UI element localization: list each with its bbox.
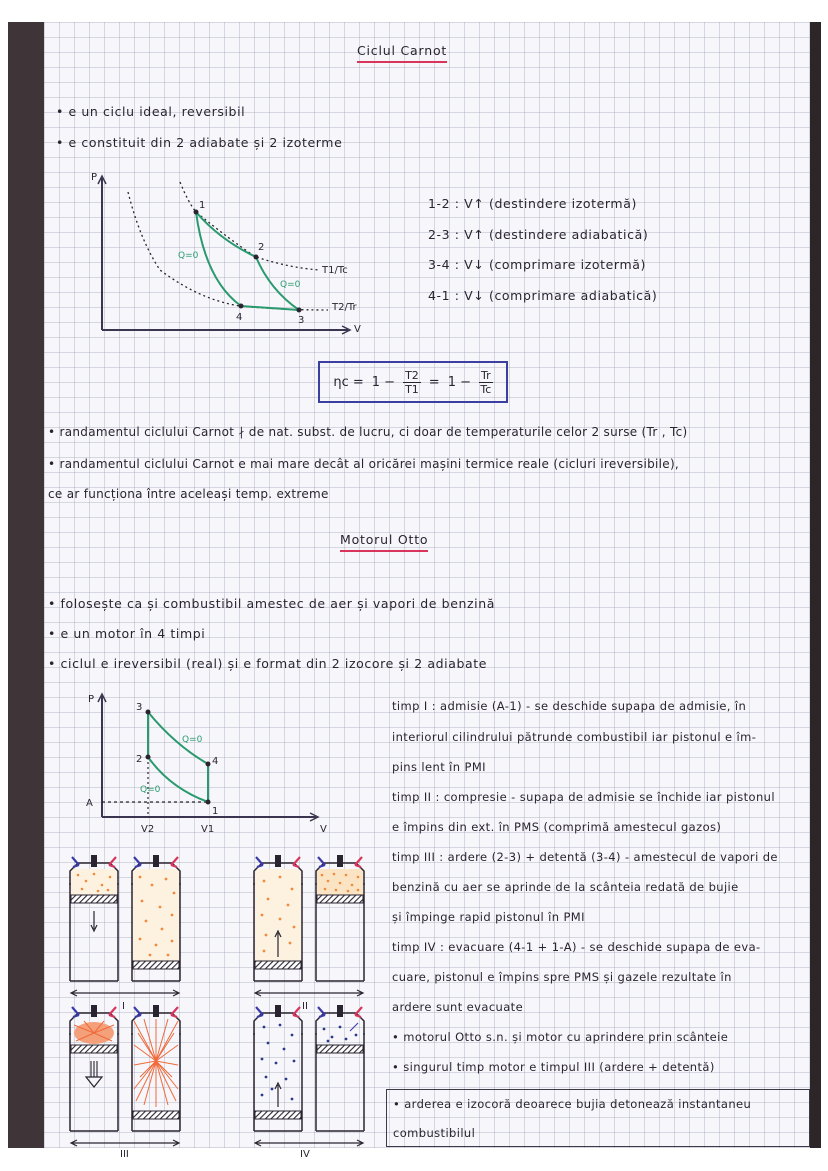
boxed-note-line-1: • arderea e izocoră deoarece bujia detonează instantaneu — [393, 1097, 752, 1111]
otto-note-power-stroke: • singurul timp motor e timpul III (ardere + detentă) — [392, 1060, 715, 1074]
process-2-3: 2-3 : V↑ (destindere adiabatică) — [428, 227, 649, 242]
cylinder-combustion-end — [132, 1005, 180, 1131]
otto-stroke-cylinders — [50, 845, 370, 1160]
label-adiabat-right: Q=0 — [280, 280, 301, 290]
label-v1: V1 — [201, 824, 215, 835]
cylinder-intake-end — [132, 855, 180, 981]
cylinder-exhaust-end — [316, 1005, 364, 1131]
point-a: A — [86, 798, 93, 809]
carnot-note-2: • randamentul ciclului Carnot e mai mare decât al oricărei mașini termice reale (cicluri ireversibile), — [48, 457, 680, 471]
fraction-tr-tc: $\frac{Tr}{Tc}$ — [480, 368, 492, 396]
formula-one-minus-b: 1 − — [447, 374, 471, 390]
cylinder-compression-start — [254, 855, 302, 981]
label-v2: V2 — [141, 824, 155, 835]
formula-equals: = — [428, 374, 440, 390]
carnot-bullet-1: • e un ciclu ideal, reversibil — [56, 104, 246, 119]
otto-bullet-1: • folosește ca și combustibil amestec de aer și vapori de benzină — [48, 596, 496, 611]
label-adiabat-left: Q=0 — [178, 251, 199, 261]
point-4: 4 — [236, 312, 243, 323]
axis-label-v: V — [320, 824, 327, 835]
stroke-text-line: și împinge rapid pistonul în PMI — [392, 910, 585, 924]
point-2: 2 — [258, 242, 265, 253]
fraction-t2-t1: $\frac{T2}{T1}$ — [405, 368, 419, 396]
axis-label-p: P — [88, 694, 95, 705]
carnot-bullet-2: • e constituit din 2 adiabate și 2 izoterme — [56, 135, 343, 150]
point-1: 1 — [199, 200, 206, 211]
cylinder-intake-start — [70, 855, 118, 981]
stroke-label-3: III — [120, 1149, 129, 1160]
stroke-text-line: e împins din ext. în PMS (comprimă amestecul gazos) — [392, 820, 722, 834]
point-4: 4 — [212, 756, 219, 767]
section-title-otto: Motorul Otto — [340, 532, 428, 552]
otto-pv-diagram — [60, 680, 360, 840]
stroke-text-line: interiorul cilindrului pătrunde combustibil iar pistonul e îm- — [392, 730, 757, 744]
label-adiabat-upper: Q=0 — [182, 735, 203, 745]
scan-border-right — [810, 22, 821, 1148]
carnot-efficiency-formula — [318, 361, 508, 403]
stroke-label-1: I — [122, 1001, 125, 1012]
point-3: 3 — [298, 315, 305, 326]
stroke-label-4: IV — [300, 1149, 310, 1160]
point-1: 1 — [212, 806, 219, 817]
cylinder-compression-end — [316, 855, 364, 981]
label-isotherm-cold: T2/Tr — [332, 302, 357, 313]
cylinder-combustion-start — [70, 1005, 118, 1131]
label-isotherm-hot: T1/Tc — [322, 265, 348, 276]
stroke-text-line: timp III : ardere (2-3) + detentă (3-4) - amestecul de vapori de — [392, 850, 778, 864]
section-title-carnot: Ciclul Carnot — [357, 43, 447, 63]
stroke-text-line: timp II : compresie - supapa de admisie se închide iar pistonul — [392, 790, 775, 804]
formula-one-minus-a: 1 − — [371, 374, 396, 390]
axis-label-p: P — [91, 172, 98, 183]
point-3: 3 — [136, 702, 143, 713]
point-2: 2 — [136, 754, 143, 765]
stroke-text-line: benzină cu aer se aprinde de la scânteia redată de bujie — [392, 880, 739, 894]
stroke-text-line: ardere sunt evacuate — [392, 1000, 524, 1014]
otto-bullet-2: • e un motor în 4 timpi — [48, 626, 206, 641]
carnot-note-3: ce ar funcționa între aceleași temp. extreme — [48, 487, 329, 501]
otto-note-spark: • motorul Otto s.n. și motor cu aprindere prin scânteie — [392, 1030, 729, 1044]
stroke-text-line: cuare, pistonul e împins spre PMS și gazele rezultate în — [392, 970, 732, 984]
process-3-4: 3-4 : V↓ (comprimare izotermă) — [428, 257, 646, 272]
scan-border-left — [8, 22, 44, 1148]
otto-bullet-3: • ciclul e ireversibil (real) și e format din 2 izocore și 2 adiabate — [48, 656, 488, 671]
stroke-label-2: II — [302, 1001, 308, 1012]
stroke-text-line: timp IV : evacuare (4-1 + 1-A) - se deschide supapa de eva- — [392, 940, 761, 954]
carnot-note-1: • randamentul ciclului Carnot ∤ de nat. subst. de lucru, ci doar de temperaturile celor 2 surse (Tr , Tc) — [48, 425, 688, 439]
boxed-note-line-2: combustibilul — [393, 1126, 476, 1140]
axis-label-v: V — [354, 324, 361, 335]
cylinder-exhaust-start — [254, 1005, 302, 1131]
process-4-1: 4-1 : V↓ (comprimare adiabatică) — [428, 288, 658, 303]
carnot-pv-diagram — [80, 160, 380, 350]
stroke-text-line: pins lent în PMI — [392, 760, 486, 774]
formula-lhs: ηc = — [333, 374, 364, 390]
stroke-text-line: timp I : admisie (A-1) - se deschide supapa de admisie, în — [392, 699, 747, 713]
label-adiabat-lower: Q=0 — [140, 785, 161, 795]
process-1-2: 1-2 : V↑ (destindere izotermă) — [428, 196, 637, 211]
